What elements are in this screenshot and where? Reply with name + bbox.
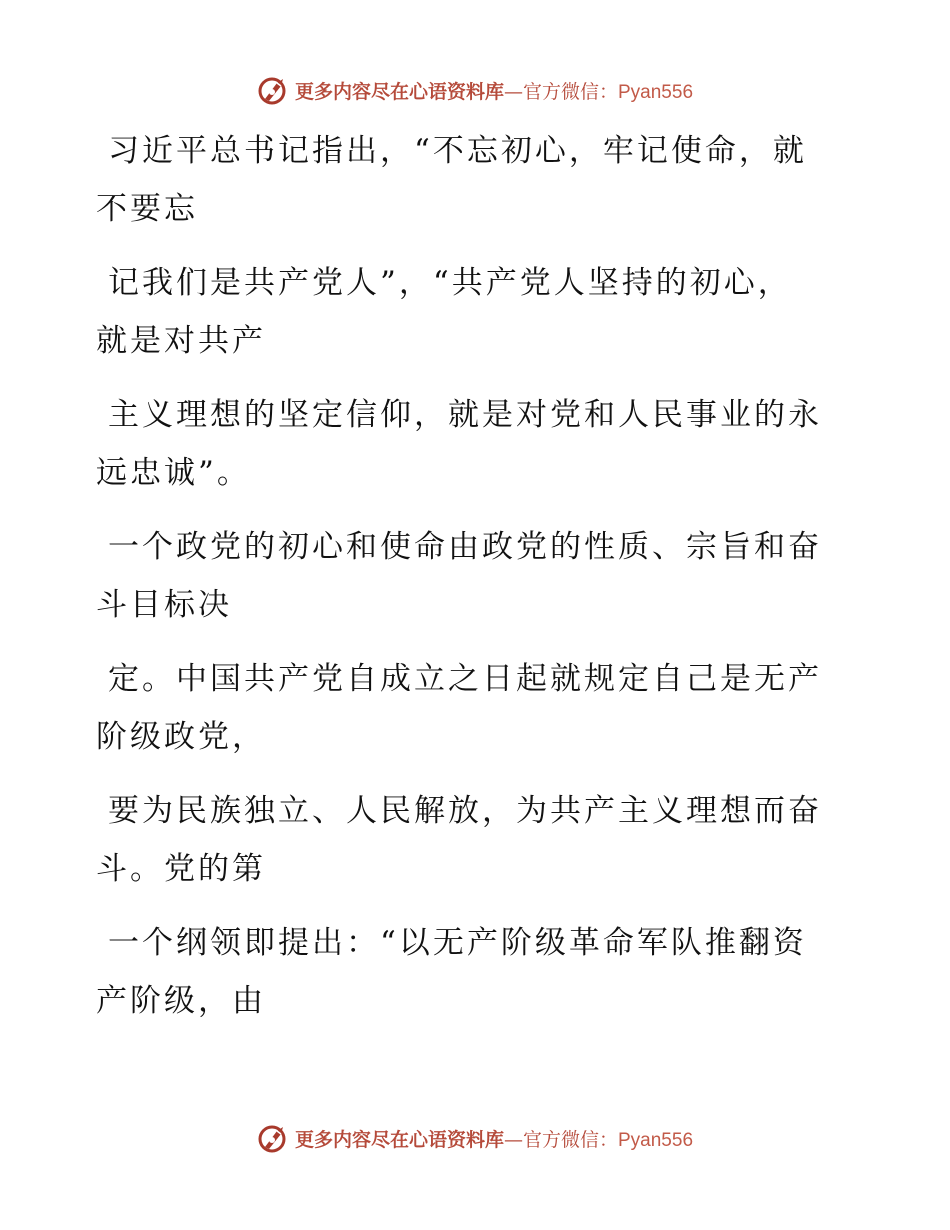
header-official: 官方微信： bbox=[522, 80, 618, 103]
header-banner-inner bbox=[257, 73, 693, 107]
paragraph-line: 记我们是共产党人”，“共产党人坚持的初心， bbox=[108, 265, 792, 301]
header-banner bbox=[0, 70, 950, 110]
paragraph-line: 定。中国共产党自成立之日起就规定自己是无产 bbox=[108, 661, 822, 697]
pen-logo-icon bbox=[257, 1121, 291, 1155]
header-dash: — bbox=[503, 80, 523, 103]
footer-official: 官方微信： bbox=[522, 1128, 618, 1151]
paragraph-line: 主义理想的坚定信仰，就是对党和人民事业的永 bbox=[108, 397, 822, 433]
header-brand: 更多内容尽在心语资料库 bbox=[294, 80, 504, 103]
paragraph bbox=[96, 386, 836, 502]
footer-wechat: Pyan556 bbox=[618, 1129, 694, 1151]
paragraph-line: 一个纲领即提出：“以无产阶级革命军队推翻资 bbox=[108, 925, 807, 961]
paragraph-line: 一个政党的初心和使命由政党的性质、宗旨和奋 bbox=[108, 529, 822, 565]
paragraph-line: 要为民族独立、人民解放，为共产主义理想而奋 bbox=[108, 793, 822, 829]
paragraph bbox=[96, 782, 836, 898]
paragraph-line: 斗。党的第 bbox=[96, 851, 266, 887]
document-body bbox=[96, 122, 836, 1046]
footer-text bbox=[295, 1125, 693, 1152]
paragraph-line: 就是对共产 bbox=[96, 323, 266, 359]
pen-logo-icon bbox=[257, 73, 291, 107]
paragraph-line: 阶级政党， bbox=[96, 719, 266, 755]
footer-banner bbox=[0, 1118, 950, 1158]
paragraph bbox=[96, 914, 836, 1030]
footer-banner-inner bbox=[257, 1121, 693, 1155]
paragraph-line: 斗目标决 bbox=[96, 587, 232, 623]
paragraph bbox=[96, 254, 836, 370]
footer-brand: 更多内容尽在心语资料库 bbox=[294, 1128, 504, 1151]
paragraph-line: 远忠诚”。 bbox=[96, 455, 251, 491]
paragraph bbox=[96, 518, 836, 634]
paragraph-line: 习近平总书记指出，“不忘初心，牢记使命，就 bbox=[108, 133, 807, 169]
header-text bbox=[295, 77, 693, 104]
footer-dash: — bbox=[503, 1128, 523, 1151]
paragraph-line: 产阶级，由 bbox=[96, 983, 266, 1019]
paragraph-line: 不要忘 bbox=[96, 191, 198, 227]
paragraph bbox=[96, 122, 836, 238]
paragraph bbox=[96, 650, 836, 766]
header-wechat: Pyan556 bbox=[618, 81, 694, 103]
